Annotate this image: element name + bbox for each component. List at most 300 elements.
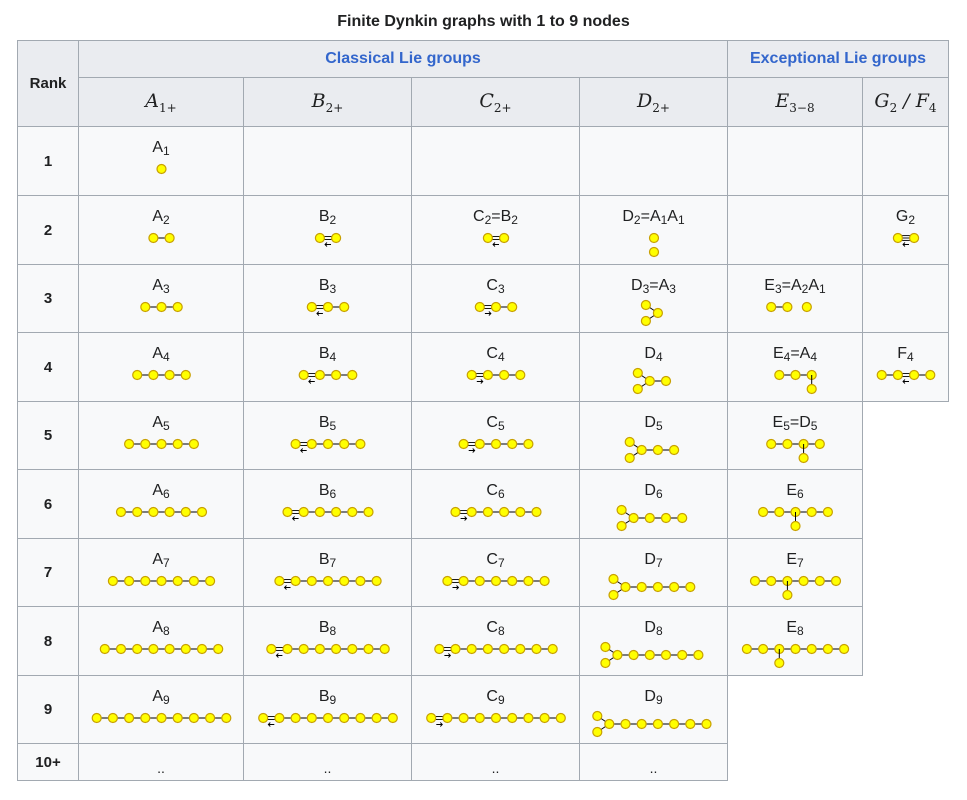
- classical-groups-header: [78, 40, 728, 78]
- dynkin-node: [173, 440, 182, 449]
- dynkin-node: [291, 440, 300, 449]
- dynkin-arrow: [309, 380, 315, 384]
- dynkin-node: [807, 385, 816, 394]
- dynkin-diagram-b2: [412, 196, 580, 265]
- label-text: D: [631, 277, 643, 294]
- dynkin-node: [483, 234, 492, 243]
- dynkin-node: [609, 575, 618, 584]
- dynkin-node: [259, 714, 268, 723]
- dynkin-node: [291, 714, 300, 723]
- dynkin-diagram-d3: [580, 265, 728, 334]
- dynkin-diagram-b8: [244, 607, 412, 676]
- dynkin-diagram-e5: [728, 402, 863, 471]
- exceptional-groups-label: Exceptional Lie groups: [749, 50, 927, 67]
- dynkin-node: [348, 371, 357, 380]
- dynkin-node: [307, 714, 316, 723]
- diagram-cell: [727, 469, 863, 539]
- dynkin-arrow: [325, 243, 331, 247]
- label-text: D: [622, 208, 634, 225]
- dynkin-diagram-e6: [728, 470, 863, 539]
- label-text: E: [772, 345, 784, 362]
- exceptional-groups-header: [727, 40, 949, 78]
- dynkin-arrow: [469, 449, 475, 453]
- dynkin-diagram-e8: [728, 607, 863, 676]
- label-text: A: [152, 414, 163, 431]
- dynkin-arrow: [903, 380, 909, 384]
- dynkin-node: [791, 645, 800, 654]
- dynkin-node: [625, 438, 634, 447]
- diagram-cell: [78, 743, 244, 781]
- label-text: B: [318, 688, 330, 705]
- dynkin-diagram-c7: [412, 539, 580, 608]
- rank-cell: [17, 126, 79, 196]
- dynkin-node: [459, 440, 468, 449]
- label-subscript: 4: [907, 350, 914, 364]
- rank-label: 4: [43, 358, 53, 376]
- dynkin-node: [222, 714, 231, 723]
- dynkin-node: [686, 583, 695, 592]
- label-text: A: [152, 277, 163, 294]
- dynkin-node: [637, 583, 646, 592]
- dynkin-node: [340, 714, 349, 723]
- dynkin-node: [299, 371, 308, 380]
- dynkin-node: [645, 651, 654, 660]
- label-subscript: 2: [484, 213, 492, 227]
- rank-cell: [17, 606, 79, 676]
- diagram-cell: [243, 606, 412, 676]
- label-text: A: [152, 688, 163, 705]
- label-subscript: 6: [329, 487, 337, 501]
- dynkin-arrow: [444, 654, 450, 658]
- label-subscript: 1: [819, 282, 826, 296]
- rank-header-label: Rank: [29, 75, 67, 92]
- diagram-cell: [243, 743, 412, 781]
- label-text: E: [786, 482, 797, 499]
- label-subscript: 5: [783, 419, 790, 433]
- dynkin-node: [332, 645, 341, 654]
- rank-cell: [17, 743, 79, 781]
- dynkin-node: [100, 645, 109, 654]
- dynkin-node: [451, 645, 460, 654]
- dynkin-node: [759, 645, 768, 654]
- dynkin-node: [641, 317, 650, 326]
- label-text: C: [486, 551, 498, 568]
- diagram-cell: [78, 675, 244, 744]
- dynkin-node: [283, 508, 292, 517]
- dynkin-node: [815, 577, 824, 586]
- dynkin-node: [340, 577, 349, 586]
- diagram-cell: [78, 195, 244, 265]
- dynkin-node: [315, 234, 324, 243]
- dynkin-node: [173, 577, 182, 586]
- diagram-cell: [411, 606, 580, 676]
- label-subscript: 5: [810, 419, 818, 433]
- column-subscript: 2+: [493, 100, 512, 115]
- dynkin-diagram-b9: [244, 676, 412, 745]
- dynkin-node: [435, 645, 444, 654]
- diagram-cell: [727, 332, 863, 402]
- label-subscript: 4: [162, 350, 170, 364]
- label-subscript: 5: [162, 419, 170, 433]
- column-header-math: [312, 90, 344, 115]
- dynkin-node: [609, 591, 618, 600]
- dynkin-node: [157, 165, 166, 174]
- diagram-cell: [862, 126, 949, 196]
- dynkin-node: [893, 371, 902, 380]
- dynkin-diagram-e4: [728, 333, 863, 402]
- column-header-math: [145, 90, 176, 115]
- label-subscript: 8: [162, 624, 170, 638]
- dynkin-node: [621, 583, 630, 592]
- label-subscript: 6: [796, 487, 804, 501]
- classical-groups-label: Classical Lie groups: [325, 50, 481, 67]
- dynkin-diagram-a4: [79, 333, 244, 402]
- diagram-cell: [579, 126, 728, 196]
- diagram-cell: [243, 538, 412, 607]
- dynkin-node: [459, 577, 468, 586]
- dynkin-node: [451, 508, 460, 517]
- dynkin-node: [508, 577, 517, 586]
- label-subscript: 4: [655, 350, 663, 364]
- rank-cell: [17, 264, 79, 333]
- column-separator: /: [897, 89, 916, 112]
- label-subscript: 7: [329, 556, 337, 570]
- dynkin-node: [149, 508, 158, 517]
- dynkin-node: [807, 508, 816, 517]
- dynkin-node: [475, 440, 484, 449]
- dynkin-node: [149, 371, 158, 380]
- dynkin-node: [508, 714, 517, 723]
- label-subscript: 6: [497, 487, 505, 501]
- dynkin-node: [799, 577, 808, 586]
- dynkin-diagram-a2: [79, 196, 244, 265]
- dynkin-node: [332, 508, 341, 517]
- diagram-cell: [411, 332, 580, 402]
- column-letter: F: [915, 89, 929, 112]
- dynkin-diagram-c5: [412, 402, 580, 471]
- dynkin-diagram-d5: [580, 402, 728, 471]
- dynkin-node: [198, 645, 207, 654]
- label-subscript: 2: [633, 213, 641, 227]
- label-subscript: 2: [329, 213, 337, 227]
- label-subscript: 7: [655, 556, 663, 570]
- diagram-cell: [243, 264, 412, 333]
- diagram-cell: [862, 264, 949, 333]
- dynkin-node: [133, 371, 142, 380]
- label-text: C: [486, 619, 498, 636]
- dynkin-node: [540, 577, 549, 586]
- dynkin-node: [380, 645, 389, 654]
- diagram-cell: [411, 675, 580, 744]
- dynkin-node: [92, 714, 101, 723]
- diagram-cell: [411, 126, 580, 196]
- ellipsis-text: ..: [649, 760, 658, 776]
- dynkin-node: [315, 371, 324, 380]
- column-letter: D: [637, 89, 653, 112]
- label-subscript: 9: [655, 693, 663, 707]
- dynkin-node: [629, 651, 638, 660]
- dynkin-node: [165, 508, 174, 517]
- label-text: A: [667, 208, 678, 225]
- dynkin-node: [475, 303, 484, 312]
- label-text: =B: [491, 208, 512, 225]
- diagram-cell: [727, 401, 863, 470]
- column-header-4: [579, 77, 728, 127]
- ellipsis-text: ..: [323, 760, 332, 776]
- label-text: D: [644, 688, 656, 705]
- dynkin-node: [315, 645, 324, 654]
- label-subscript: 4: [783, 350, 791, 364]
- dynkin-node: [791, 522, 800, 531]
- diagram-cell: [411, 195, 580, 265]
- diagram-cell: [243, 469, 412, 539]
- label-subscript: 1: [162, 144, 170, 158]
- label-text: B: [318, 414, 330, 431]
- dynkin-node: [372, 714, 381, 723]
- dynkin-node: [791, 371, 800, 380]
- dynkin-node: [645, 377, 654, 386]
- dynkin-node: [372, 577, 381, 586]
- dynkin-diagram-a1: [79, 127, 244, 196]
- column-header-math: [637, 90, 670, 115]
- ellipsis-text: ..: [491, 760, 500, 776]
- column-subscript: 2: [889, 100, 898, 115]
- dynkin-arrow: [477, 380, 483, 384]
- dynkin-node: [670, 583, 679, 592]
- dynkin-node: [141, 577, 150, 586]
- dynkin-node: [206, 714, 215, 723]
- diagram-cell: [727, 126, 863, 196]
- diagram-cell: [579, 332, 728, 402]
- diagram-cell: [78, 606, 244, 676]
- label-text: G: [895, 208, 909, 225]
- dynkin-node: [181, 371, 190, 380]
- label-subscript: 3: [162, 282, 170, 296]
- column-letter: B: [311, 89, 326, 112]
- label-subscript: 3: [329, 282, 337, 296]
- diagram-cell: [78, 332, 244, 402]
- dynkin-node: [625, 454, 634, 463]
- rank-label: 2: [43, 221, 53, 239]
- dynkin-node: [157, 714, 166, 723]
- diagram-cell: [727, 195, 863, 265]
- dynkin-node: [532, 508, 541, 517]
- column-subscript: 4: [928, 100, 937, 115]
- dynkin-diagram-d9: [580, 676, 728, 745]
- label-text: C: [486, 688, 498, 705]
- dynkin-node: [516, 645, 525, 654]
- diagram-cell: [411, 401, 580, 470]
- label-subscript: 6: [655, 487, 663, 501]
- dynkin-diagram-a9: [79, 676, 244, 745]
- label-text: B: [318, 277, 330, 294]
- dynkin-diagram-c8: [412, 607, 580, 676]
- label-text: C: [486, 414, 498, 431]
- dynkin-diagram-b6: [244, 470, 412, 539]
- dynkin-diagram-c6: [412, 470, 580, 539]
- dynkin-node: [702, 720, 711, 729]
- dynkin-node: [275, 577, 284, 586]
- dynkin-node: [492, 440, 501, 449]
- label-text: C: [473, 208, 485, 225]
- dynkin-node: [133, 645, 142, 654]
- label-subscript: 6: [162, 487, 170, 501]
- dynkin-node: [633, 369, 642, 378]
- label-text: B: [318, 619, 330, 636]
- dynkin-node: [324, 440, 333, 449]
- label-subscript: 7: [162, 556, 170, 570]
- dynkin-diagram-a6: [79, 470, 244, 539]
- rank-header: [17, 40, 79, 127]
- diagram-cell: [411, 538, 580, 607]
- diagram-cell: [862, 195, 949, 265]
- dynkin-node: [459, 714, 468, 723]
- diagram-cell: [579, 469, 728, 539]
- dynkin-node: [823, 508, 832, 517]
- dynkin-node: [694, 651, 703, 660]
- dynkin-node: [492, 303, 501, 312]
- dynkin-diagram-b7: [244, 539, 412, 608]
- rank-label: 1: [43, 152, 53, 170]
- dynkin-node: [524, 440, 533, 449]
- label-text: A: [808, 277, 820, 294]
- column-letter: G: [874, 89, 890, 112]
- dynkin-diagram-g2: [863, 196, 949, 265]
- dynkin-node: [189, 440, 198, 449]
- dynkin-arrow: [317, 312, 323, 316]
- dynkin-node: [678, 514, 687, 523]
- dynkin-node: [775, 508, 784, 517]
- diagram-cell: [579, 743, 728, 781]
- label-subscript: 9: [497, 693, 505, 707]
- dynkin-node: [125, 714, 134, 723]
- dynkin-node: [556, 714, 565, 723]
- dynkin-node: [653, 446, 662, 455]
- dynkin-diagram-a7: [79, 539, 244, 608]
- dynkin-node: [802, 303, 811, 312]
- diagram-cell: [727, 538, 863, 607]
- dynkin-node: [125, 440, 134, 449]
- diagram-cell: [243, 401, 412, 470]
- label-subscript: 7: [796, 556, 804, 570]
- label-text: =A: [781, 277, 802, 294]
- label-subscript: 5: [329, 419, 337, 433]
- column-header-6: [862, 77, 949, 127]
- dynkin-node: [198, 508, 207, 517]
- rank-label: 8: [43, 632, 53, 650]
- label-subscript: 9: [329, 693, 337, 707]
- dynkin-node: [443, 714, 452, 723]
- dynkin-node: [483, 508, 492, 517]
- dynkin-arrow: [301, 449, 307, 453]
- label-text: D: [644, 414, 656, 431]
- dynkin-node: [173, 714, 182, 723]
- dynkin-arrow: [276, 654, 282, 658]
- label-subscript: 3: [774, 282, 782, 296]
- diagram-cell: [579, 538, 728, 607]
- dynkin-node: [356, 714, 365, 723]
- label-subscript: 3: [669, 282, 676, 296]
- dynkin-node: [613, 651, 622, 660]
- label-text: A: [152, 482, 163, 499]
- label-subscript: 2: [511, 213, 518, 227]
- label-text: A: [152, 619, 163, 636]
- dynkin-node: [141, 714, 150, 723]
- dynkin-diagram-a8: [79, 607, 244, 676]
- dynkin-node: [467, 508, 476, 517]
- label-text: E: [772, 414, 784, 431]
- dynkin-node: [165, 645, 174, 654]
- rank-cell: [17, 675, 79, 744]
- dynkin-node: [662, 377, 671, 386]
- column-subscript: 2+: [325, 100, 344, 115]
- dynkin-node: [815, 440, 824, 449]
- column-letter: A: [145, 89, 160, 112]
- dynkin-node: [356, 577, 365, 586]
- diagram-cell: [243, 126, 412, 196]
- label-subscript: 9: [162, 693, 170, 707]
- label-subscript: 2: [801, 282, 809, 296]
- dynkin-node: [340, 303, 349, 312]
- dynkin-node: [492, 577, 501, 586]
- dynkin-node: [524, 577, 533, 586]
- column-header-1: [78, 77, 244, 127]
- dynkin-node: [500, 645, 509, 654]
- dynkin-diagram-d8: [580, 607, 728, 676]
- dynkin-node: [324, 303, 333, 312]
- dynkin-node: [653, 583, 662, 592]
- label-text: =A: [640, 208, 661, 225]
- label-text: =D: [789, 414, 811, 431]
- label-text: E: [786, 551, 797, 568]
- dynkin-node: [508, 440, 517, 449]
- dynkin-diagram-d4: [580, 333, 728, 402]
- dynkin-node: [332, 371, 341, 380]
- label-subscript: 4: [497, 350, 505, 364]
- rank-label: 9: [43, 701, 53, 718]
- label-subscript: 4: [329, 350, 337, 364]
- rank-label: 10+: [35, 753, 61, 771]
- diagram-cell: [862, 332, 949, 402]
- dynkin-node: [388, 714, 397, 723]
- label-subscript: 1: [660, 213, 668, 227]
- label-text: C: [486, 482, 498, 499]
- label-text: =A: [790, 345, 811, 362]
- dynkin-arrow: [293, 517, 299, 521]
- dynkin-node: [467, 645, 476, 654]
- dynkin-node: [275, 714, 284, 723]
- diagram-cell: [78, 538, 244, 607]
- dynkin-node: [593, 728, 602, 737]
- label-subscript: 3: [497, 282, 505, 296]
- ellipsis-text: ..: [157, 760, 165, 776]
- dynkin-arrow: [285, 586, 291, 590]
- dynkin-node: [641, 301, 650, 310]
- label-text: A: [152, 345, 163, 362]
- dynkin-diagram-d6: [580, 470, 728, 539]
- diagram-cell: [579, 401, 728, 470]
- dynkin-node: [315, 508, 324, 517]
- rank-cell: [17, 469, 79, 539]
- dynkin-node: [324, 577, 333, 586]
- rank-cell: [17, 401, 79, 470]
- dynkin-node: [214, 645, 223, 654]
- label-text: =A: [649, 277, 670, 294]
- diagram-cell: [243, 195, 412, 265]
- dynkin-node: [427, 714, 436, 723]
- rank-cell: [17, 195, 79, 265]
- dynkin-diagram-b5: [244, 402, 412, 471]
